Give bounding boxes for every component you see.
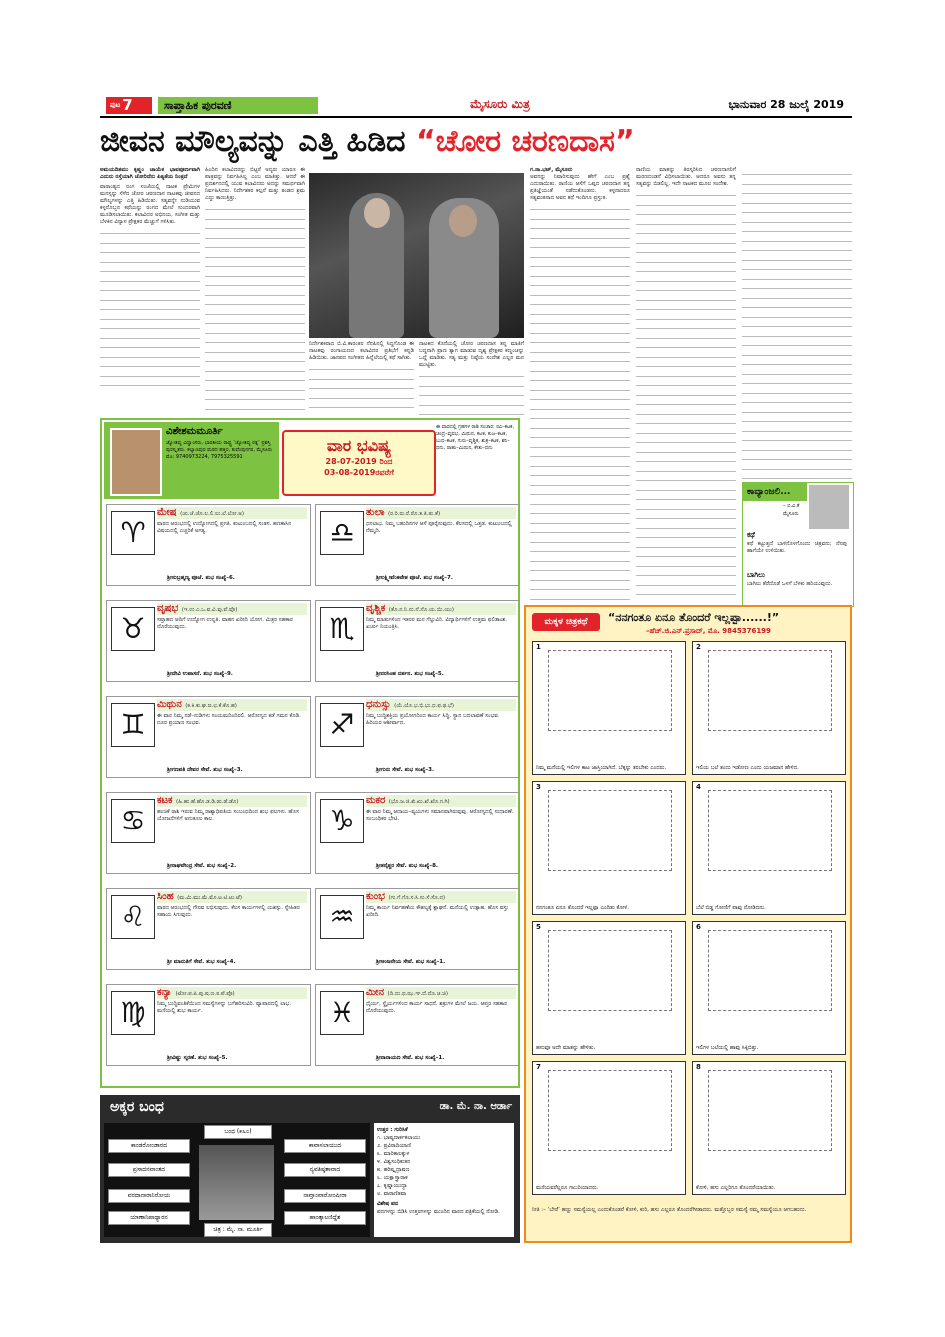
sign-lucky: ಶ್ರೀಸುಬ್ರಹ್ಮಣ್ಯ ಪೂಜೆ. ಶುಭ ಸಂಖ್ಯೆ–6.: [167, 575, 235, 581]
kids-comic: [524, 605, 852, 1243]
puzzle-author: ಡಾ. ಮೆ. ನಾ. ಆರ್ಡಾ: [439, 1101, 512, 1112]
twins-icon: ♊: [111, 703, 155, 747]
comic-panel: [692, 921, 846, 1055]
left-word-1[interactable]: ಕಾಂಡರೋಂಡಾರದ: [108, 1139, 190, 1153]
sign-text: ಹಂಚಿಕೆ ರಾಶಿ ಇರುವ ನಿಮ್ಮ ರಾಶ್ಯಾಧಿಪತಿಯ ಸಂಬಂಧದಿಂದ ಶುಭ ಫಲಗಳು. ಹೊಸ ಯೋಜನೆಗಳಿಗೆ ಅನುಕೂಲ ಕಾಲ.: [157, 809, 299, 822]
panel-caption: ಹಸುವೂ ಅದೇ ಮಾತನ್ನು ಹೇಳಿತು.: [536, 1045, 596, 1051]
sign-text: ಈ ವಾರ ನಿಮ್ಮ ನಡೆ–ನುಡಿಗಳು ಸಂಯಮದಿಂದಿರಲಿ. ಆರೋಗ್ಯದ ಕಡೆ ಗಮನ ಕೊಡಿ. ದೂರ ಪ್ರಯಾಣ ಸಂಭವ.: [157, 713, 301, 726]
sign-lucky: ಶ್ರೀನರಸಿಂಹ ದರ್ಶನ. ಶುಭ ಸಂಖ್ಯೆ–5.: [376, 671, 444, 677]
clue-2: ೨. ಪ್ರವಿರಾದಿಯಾಣಿ: [377, 1143, 412, 1149]
article-column-6: [636, 167, 736, 602]
sign-name: ವೃಷಭ (ಇ.ಉ.ಎ.ಒ.ವ.ವಿ.ವು.ವೆ.ವೊ): [157, 603, 307, 615]
panel-drawing: [708, 790, 832, 871]
panel-number: 5: [536, 923, 541, 931]
article-column-1: [100, 167, 200, 415]
play-photo: [309, 173, 524, 338]
right-word-3[interactable]: ನಾವ್ತಾಂವಾರೋಂಷೀರಾ: [284, 1189, 366, 1203]
article-column-7: [742, 167, 852, 479]
panel-number: 6: [696, 923, 701, 931]
zodiac-sign: [315, 504, 520, 586]
comic-panel: [532, 921, 686, 1055]
poem2-text: ಬಾಗಿಲು ತೆರೆದೊಡೆ ಒಳಗೆ ಬೆಳಕು ಹರಿಯುವುದು.: [747, 581, 833, 587]
actor-face: [449, 205, 477, 237]
zodiac-sign: [106, 600, 311, 682]
sign-text: ಧೈರ್ಯ, ಸ್ಥೈರ್ಯಗಳಿಂದ ಕಾರ್ಯ ಸಾಧನೆ. ಶತ್ರುಗಳ ಮೇಲೆ ಜಯ. ಆಪ್ತರ ಸಹಕಾರ ದೊರೆಯುವುದು.: [366, 1001, 508, 1014]
clue-3: ೩. ಮಾರಿಕಾಲಕ್ಕುಳ: [377, 1151, 410, 1157]
clue-8: ೮. ವಾರಾಣಿತವಾ: [377, 1191, 407, 1197]
article-column-2: [205, 167, 305, 415]
comic-panel: [532, 781, 686, 915]
article-column-3: [309, 341, 414, 415]
sign-text: ನಿಮ್ಮ ಕಾರ್ಯ ನಿರ್ವಹಣೆಯ ಕೌಶಲ್ಯಕ್ಕೆ ಶ್ಲಾಘನೆ. ಮನೆಯಲ್ಲಿ ಉತ್ಸಾಹ. ಹೊಸ ವಸ್ತು ಖರೀದಿ.: [366, 905, 509, 918]
zodiac-sign: [315, 984, 520, 1066]
right-word-2[interactable]: ನ್ಯವತಿಷ್ಠತಾವಾದ: [284, 1163, 366, 1177]
comic-panel: [692, 641, 846, 775]
kavyanjali-title: ಕಾವ್ಯಾಂಜಲಿ...: [743, 483, 807, 501]
comic-moral: ನೀತಿ :– ‘ಬೇರೆ’ ಹಣ್ಣು ಸಮಸ್ಯೆಯಲ್ಲ ಎಂದುಕೊಂಡರೆ ಕೋಳಿ, ಕುರಿ, ಹಸು ಎಲ್ಲರೂ ತೊಂದರೆಗೀಡಾದರು. ಮತ್ತೊಬ್ಬರ ಸಮಸ್ಯೆ ನಮ್ಮ ಸಮಸ್ಯೆಯೂ ಆಗಬಹುದು.: [532, 1207, 807, 1213]
clue-6: ೬. ಯಕ್ಷಾಸ್ತ್ರಾರಾಕ: [377, 1175, 408, 1181]
headline-part1: ಜೀವನ ಮೌಲ್ಯವನ್ನು ಎತ್ತಿ ಹಿಡಿದ: [100, 124, 406, 159]
panel-caption: ನನಗಂತೂ ಏನೂ ತೊಂದರೆ ಇಲ್ಲಪ್ಪಾ ಎಂದಿತು ಕೋಳಿ.: [536, 905, 629, 911]
panel-drawing: [708, 650, 832, 731]
zodiac-sign: [315, 792, 520, 874]
clue-5: ೫. ಹರಿಷ್ಕೃದ್ರಾಷಣ: [377, 1167, 410, 1173]
left-word-2[interactable]: ಪ್ರಸಾದನವಾಂತದ: [108, 1163, 190, 1177]
kavyanjali-box: [742, 482, 854, 607]
issue-date: ಭಾನುವಾರ 28 ಜುಲೈ 2019: [728, 98, 844, 111]
sign-text: ನಿಮ್ಮ ಬುದ್ಧಿವಂತಿಕೆಯಿಂದ ಸಮಸ್ಯೆಗಳನ್ನು ಬಗೆಹರಿಸುವಿರಿ. ವ್ಯಾಪಾರದಲ್ಲಿ ಲಾಭ. ಮನೆಯಲ್ಲಿ ಶುಭ ಕಾರ್ಯ.: [157, 1001, 292, 1014]
panel-drawing: [708, 930, 832, 1011]
astrologer-info: ಜ್ಯೋತಿಷ್ಯ ವಿದ್ವಾಂಸರು, ಭಾರತೀಯ ರಾಷ್ಟ್ರ ‘ಜ್ಯೋತಿಷ್ಯ ರತ್ನ’ ಪ್ರಶಸ್ತಿ ಪುರಸ್ಕೃತರು. ಕಲ್ಯಾಣಪುರ ಮಠದ ಹತ್ತಿರ, ಕುವೆಂಪುನಗರ, ಮೈಸೂರು ಮೊ: 9740973224, 7975325591: [166, 440, 273, 460]
main-headline: [100, 123, 852, 161]
panel-caption: ಕೋಳಿ, ಹಸು ಎಲ್ಲರಿಗೂ ತೊಂದರೆಯಾಯಿತು.: [696, 1185, 776, 1191]
article-text-2: ಹಿಂದಿನ ಕಲಾವಿದರನ್ನು ಬಿಟ್ಟರೆ ಅನ್ಯರು ಯಾರೂ ಈ ಪಾತ್ರವನ್ನು ನಿರ್ವಹಿಸಿಲ್ಲ ಎಂಬ ಮಾತಿತ್ತು. ಆದರೆ ಈ ಪ್ರದರ್ಶನದಲ್ಲಿ ಯುವ ಕಲಾವಿದರು ಅದನ್ನು ಸಮರ್ಥವಾಗಿ ನಿರ್ವಹಿಸಿದರು. ನಿರ್ದೇಶಕರ ಕಲ್ಪನೆ ಮತ್ತು ತಂಡದ ಶ್ರಮ ಎದ್ದು ಕಾಣುತ್ತಿತ್ತು.: [205, 167, 305, 201]
zodiac-sign: [315, 696, 520, 778]
archer-icon: ♐: [320, 703, 364, 747]
article-text-6: ರಾಣಿಯ ಮಾತನ್ನು ತಿರಸ್ಕರಿಸಿದ ಚರಣದಾಸನಿಗೆ ಮರಣದಂಡನೆ ವಿಧಿಸಲಾಯಿತು. ಆದರೂ ಅವನು ತನ್ನ ಸತ್ಯವನ್ನು ಬಿಡಲಿಲ್ಲ. ಇದೇ ನಾಟಕದ ಮೂಲ ಸಂದೇಶ.: [636, 167, 736, 187]
sign-lucky: ಶ್ರೀವಿಷ್ಣು ಸ್ಮರಣೆ. ಶುಭ ಸಂಖ್ಯೆ–5.: [167, 1055, 228, 1061]
crab-icon: ♋: [111, 799, 155, 843]
section-label: ಸಾಪ್ತಾಹಿಕ ಪುರವಣಿ: [158, 97, 318, 114]
zodiac-sign: [106, 696, 311, 778]
sign-text: ವಾರದ ಆರಂಭದಲ್ಲಿ ಉದ್ಯೋಗದಲ್ಲಿ ಪ್ರಗತಿ. ಕುಟುಂಬದಲ್ಲಿ ಸಂತಸ. ಹಣಕಾಸಿನ ವಿಷಯದಲ್ಲಿ ಎಚ್ಚರಿಕೆ ಅಗತ್ಯ.: [157, 521, 292, 534]
sign-lucky: ಶ್ರೀ ಮಾರುತಿಗೆ ಸೇವೆ. ಶುಭ ಸಂಖ್ಯೆ–4.: [167, 959, 236, 965]
poet-byline: – ಬಿ.ವಿ.ಕೆ: [783, 503, 800, 509]
horoscope-from: 28-07-2019 ರಿಂದ: [325, 457, 393, 466]
right-word-1[interactable]: ಕಾವಾಸಲಾಯುದ: [284, 1139, 366, 1153]
panel-number: 7: [536, 1063, 541, 1071]
article-column-4: [419, 341, 524, 415]
sign-name: ಕನ್ಯಾ (ಟೋ.ಪ.ಪಿ.ಪು.ಷ.ಣ.ಠ.ಪೆ.ಪೊ): [157, 987, 307, 999]
poet-place: ಮೈಸೂರು: [783, 511, 799, 517]
sign-name: ತುಲಾ (ರ.ರಿ.ರು.ರೆ.ರೊ.ತ.ತಿ.ತು.ತೆ): [366, 507, 516, 519]
zodiac-sign: [106, 888, 311, 970]
poem1-title: ಕಥೆ: [747, 531, 755, 539]
sign-text: ನಿಮ್ಮ ಬುದ್ಧಿಶಕ್ತಿಯ ಪ್ರಯೋಗದಿಂದ ಕಾರ್ಯ ಸಿದ್ಧಿ. ಸ್ಥಾನ ಬದಲಾವಣೆ ಸಂಭವ. ಹಿರಿಯರ ಆಶೀರ್ವಾದ.: [366, 713, 500, 726]
water-bearer-icon: ♒: [320, 895, 364, 939]
clue-4: ೪. ವಿಶ್ವಸಂಧಿಕುತನ: [377, 1159, 411, 1165]
crocodile-icon: ♑: [320, 799, 364, 843]
sign-text: ವಾರದ ಆರಂಭದಲ್ಲಿ ಗೌರವ ಲಭಿಸುವುದು. ಕೆಲಸ ಕಾರ್ಯಗಳಲ್ಲಿ ಯಶಸ್ಸು. ಸ್ನೇಹಿತರ ಸಹಾಯ ಸಿಗುವುದು.: [157, 905, 300, 918]
panel-number: 2: [696, 643, 701, 651]
panel-drawing: [548, 930, 672, 1011]
panel-caption: ಇಲಿಗಳ ಬಲೆಯಲ್ಲಿ ಹಾವು ಸಿಕ್ಕಿಬಿತ್ತು.: [696, 1045, 759, 1051]
astrologer-photo: [110, 428, 162, 496]
comic-panel: [532, 641, 686, 775]
header-rule: [100, 116, 852, 118]
planet-positions: ಈ ವಾರದಲ್ಲಿ ಗ್ರಹಗಳ ರಾಶಿ ಸಂಚಾರ: ರವಿ–ಕಟಕ, ಚಂದ್ರ–ವೃಷಭ, ಮಿಥುನ, ಕಟಕ, ಕುಜ–ಕಟಕ, ಬುಧ–ಕಟಕ, ಗುರು–ವೃಶ್ಚಿಕ, ಶುಕ್ರ–ಕಟಕ, ಶನಿ–ಧನು, ರಾಹು–ಮಿಥುನ, ಕೇತು–ಧನು: [436, 424, 514, 451]
horoscope-section: [100, 418, 520, 1088]
sign-name: ಕುಂಭ (ಗು.ಗೆ.ಗೊ.ಸ.ಸಿ.ಸು.ಸೆ.ಸೊ.ದ): [366, 891, 516, 903]
article-byline: ಗ.ನಾ.ಭಟ್, ಮೈಸೂರು: [530, 167, 573, 173]
puzzle-footer: ಚಿತ್ರ : ಮೈ. ನಾ. ಮೂರ್ತಿ: [204, 1223, 272, 1237]
sign-lucky: ಶ್ರೀರಾಘವೇಂದ್ರ ಸೇವೆ. ಶುಭ ಸಂಖ್ಯೆ–2.: [167, 863, 237, 869]
zodiac-sign: [106, 504, 311, 586]
sign-name: ಮೀನ (ದಿ.ದು.ಥ.ಝ.ಞ.ದೆ.ದೊ.ಚ.ಚಿ): [366, 987, 516, 999]
page-number-badge: $^{ಪುಟ}$ 7: [106, 97, 152, 114]
right-word-4[interactable]: ಹಾಂತ್ಕಾಲಣಿದ್ದೆಶ: [284, 1211, 366, 1225]
panel-caption: ನಿಮ್ಮ ಮನೆಯಲ್ಲಿ ಇಲಿಗಳ ಕಾಟ ಜಾಸ್ತಿಯಾಗಿದೆ. ಬೆಕ್ಕನ್ನು ತರಬೇಕು ಎಂದರು.: [536, 765, 667, 771]
panel-caption: ಮನೆಯವರೆಲ್ಲರೂ ಗಾಬರಿಯಾದರು.: [536, 1185, 599, 1191]
poem1-text: ಕಥೆ ಕಟ್ಟುತ್ತದೆ ಬಾಳಿನೊಳಗೊಂದು ಚಿತ್ರವನು; ನೆನಪು ಹಾಗೆಯೇ ಉಳಿಯಿತು.: [747, 541, 847, 554]
sign-name: ಮಕರ (ಭೊ.ಜ.ಜಿ.ಖಿ.ಖು.ಖೆ.ಖೊ.ಗ.ಗಿ): [366, 795, 516, 807]
sign-lucky: ಶ್ರೀಗುರು ಸೇವೆ. ಶುಭ ಸಂಖ್ಯೆ–3.: [376, 767, 435, 773]
astrologer-box: [104, 422, 279, 499]
panel-drawing: [708, 1070, 832, 1151]
sign-name: ಮೇಷ (ಚು.ಚೆ.ಚೊ.ಲ.ಲಿ.ಲು.ಲೆ.ಲೋ.ಅ): [157, 507, 307, 519]
puzzle-title: ಅಕ್ಕರ ಬಂಧ: [110, 1099, 164, 1115]
lion-icon: ♌: [111, 895, 155, 939]
left-word-4[interactable]: ಯಾಣಾನಿಪಾಥ್ಯಾರನ: [108, 1211, 190, 1225]
panel-number: 1: [536, 643, 541, 651]
bull-icon: ♉: [111, 607, 155, 651]
sign-text: ಸಪ್ತಾಹದ ಆದಿಗೆ ಉದ್ಯೋಗ ಉನ್ನತಿ. ವಾಹನ ಖರೀದಿ ಯೋಗ. ಮಿತ್ರರ ಸಹಕಾರ ದೊರೆಯುವುದು.: [157, 617, 293, 630]
puzzle-clues: [374, 1123, 514, 1237]
article-text-1: ವಾರಾಂತ್ಯದ ರಂಗ ಸಂಜೆಯಲ್ಲಿ ನಾಟಕ ಪ್ರೇಮಿಗಳ ಮನಸ್ಸನ್ನು ಸೆಳೆದ ಚೋರ ಚರಣದಾಸ ನಾಟಕವು ಜೀವನದ ಮೌಲ್ಯಗಳನ್ನು ಎತ್ತಿ ಹಿಡಿಯಿತು. ಸತ್ಯವನ್ನೇ ನುಡಿಯುವ ಕಳ್ಳನೊಬ್ಬನ ಕಥೆಯನ್ನು ರಂಗದ ಮೇಲೆ ಸುಂದರವಾಗಿ ಮೂಡಿಸಲಾಯಿತು. ಕಲಾವಿದರ ಅಭಿನಯ, ಸಂಗೀತ ಮತ್ತು ಬೆಳಕಿನ ವಿನ್ಯಾಸ ಪ್ರೇಕ್ಷಕರ ಮೆಚ್ಚುಗೆ ಗಳಿಸಿತು.: [100, 184, 200, 225]
zodiac-sign: [106, 984, 311, 1066]
comic-panel: [692, 1061, 846, 1195]
sign-name: ಕಟಕ (ಹಿ.ಹು.ಹೆ.ಹೊ.ಡ.ಡಿ.ಡು.ಡೆ.ಡೊ): [157, 795, 307, 807]
maiden-icon: ♍: [111, 991, 155, 1035]
sign-lucky: ಶ್ರೀಲಕ್ಷ್ಮೀವೆಂಕಟೇಶ ಪೂಜೆ. ಶುಭ ಸಂಖ್ಯೆ–7.: [376, 575, 453, 581]
panel-caption: ಬೆಲೆ ಬಿಡ್ಡ ಗೋಣಿಗೆ ಪಾವು ನೋಡಿದನು.: [696, 905, 766, 911]
sign-lucky: ಶ್ರೀಶನೈಶ್ಚರ ಸೇವೆ. ಶುಭ ಸಂಖ್ಯೆ–8.: [376, 863, 439, 869]
headline-part2: “ಚೋರ ಚರಣದಾಸ”: [415, 124, 635, 159]
masthead: ಮೈಸೂರು ಮಿತ್ರ: [470, 97, 530, 111]
clue-7: ೭. ಕೃಷ್ಣಾಯುದ್ಧಾ: [377, 1183, 408, 1189]
ram-icon: ♈: [111, 511, 155, 555]
puzzle-statue-image: [199, 1145, 274, 1220]
comic-tag: ಮಕ್ಕಳ ಚಿತ್ರಕಥೆ: [532, 613, 600, 631]
zodiac-sign: [315, 600, 520, 682]
clue-1: ೧. ಭಾಷ್ಯದಾರ್ಕಕಲಾಯು: [377, 1135, 421, 1141]
answer-label: ಉತ್ತರ : ಗುರಿಸಿಕೆ: [377, 1127, 408, 1133]
article-text-4: ನಾಟಕದ ಕೊನೆಯಲ್ಲಿ ಚೋರ ಚರಣದಾಸ ತನ್ನ ಮಾತಿಗೆ ಬದ್ಧನಾಗಿ ಪ್ರಾಣ ತ್ಯಾಗ ಮಾಡುವ ದೃಶ್ಯ ಪ್ರೇಕ್ಷಕರ ಕಣ್ಣಂಚನ್ನು ಒದ್ದೆ ಮಾಡಿತು. ಸತ್ಯ ಮತ್ತು ನಿಷ್ಠೆಯ ಸಂದೇಶ ಎಲ್ಲರ ಮನ ಮುಟ್ಟಿತು.: [419, 341, 524, 368]
note-title: ವಿಶೇಷ ಪದ: [377, 1201, 399, 1207]
scorpion-icon: ♏: [320, 607, 364, 651]
comic-title: “ನನಗಂತೂ ಏನೂ ತೊಂದರೆ ಇಲ್ಲಪ್ಪಾ......!”: [608, 611, 780, 624]
article-text-5: ಅವನನ್ನು ನಿವಾರಿಸುವುದು ಹೇಗೆ ಎಂಬ ಪ್ರಶ್ನೆ ಎದುರಾಯಿತು. ರಾಣಿಯ ಆಸೆಗೆ ಒಪ್ಪದ ಚರಣದಾಸ ತನ್ನ ಪ್ರತಿಜ್ಞೆಯಂತೆ ನಡೆದುಕೊಂಡನು. ಕಳ್ಳನಾದರೂ ಸತ್ಯವಂತನಾದ ಅವನ ಕಥೆ ಇಂದಿಗೂ ಪ್ರಸ್ತುತ.: [530, 174, 630, 201]
article-text-3: ನಿರ್ದೇಶಕರಾದ ಬಿ.ವಿ.ಕಾರಂತರ ನೆನಪಿನಲ್ಲಿ ಸಿದ್ಧಗೊಂಡ ಈ ನಾಟಕವು ರಂಗಾಯಣದ ಕಲಾವಿದರ ಪ್ರತಿಭೆಗೆ ಕನ್ನಡಿ ಹಿಡಿಯಿತು. ಜಾನಪದ ಸಂಗೀತದ ಹಿನ್ನೆಲೆಯಲ್ಲಿ ಕಥೆ ಸಾಗಿತು.: [309, 341, 414, 361]
sign-lucky: ಶ್ರೀಗಣಪತಿ ದೇವರ ಸೇವೆ. ಶುಭ ಸಂಖ್ಯೆ–3.: [167, 767, 243, 773]
zodiac-sign: [106, 792, 311, 874]
horoscope-title: ವಾರ ಭವಿಷ್ಯ: [326, 436, 392, 455]
poet-photo: [809, 485, 849, 529]
scales-icon: ♎: [320, 511, 364, 555]
left-word-3[interactable]: ವರದಾನಾರಾನಿರೋಯ: [108, 1189, 190, 1203]
sign-lucky: ಶ್ರೀಆಂಜನೇಯ ಸೇವೆ. ಶುಭ ಸಂಖ್ಯೆ–1.: [376, 959, 446, 965]
sign-text: ಧನಲಾಭ. ನಿಮ್ಮ ಬಹುದಿನಗಳ ಆಸೆ ಪೂರೈಸುವುದು. ಕೆಲಸದಲ್ಲಿ ಒತ್ತಡ. ಕುಟುಂಬದಲ್ಲಿ ನೆಮ್ಮದಿ.: [366, 521, 512, 534]
comic-byline: –ಹೆಚ್.ಜಿ.ಎನ್.ಪ್ರಸಾದ್, ಮೊ. 9845376199: [646, 627, 771, 635]
sign-text: ನಿಮ್ಮ ಮಾತುಗಳಿಂದ ಇತರರ ಮನ ಗೆಲ್ಲುವಿರಿ. ವಿದ್ಯಾರ್ಥಿಗಳಿಗೆ ಉತ್ತಮ ಫಲಿತಾಂಶ. ಖರ್ಚು ನಿಯಂತ್ರಿಸಿ.: [366, 617, 508, 630]
sign-lucky: ಶ್ರೀದೇವಿ ಉಪಾಸನೆ. ಶುಭ ಸಂಖ್ಯೆ–9.: [167, 671, 233, 677]
panel-number: 8: [696, 1063, 701, 1071]
comic-panel: [532, 1061, 686, 1195]
panel-drawing: [548, 650, 672, 731]
sign-lucky: ಶ್ರೀನಾರಾಯಣ ಸೇವೆ. ಶುಭ ಸಂಖ್ಯೆ–1.: [376, 1055, 445, 1061]
panel-number: 4: [696, 783, 701, 791]
puzzle-number: ಬಂಧ (೫೬೦): [204, 1125, 272, 1139]
poem2-title: ಬಾಗಿಲು: [747, 571, 765, 579]
puzzle-note: ಪದಗಳನ್ನು ಬಿಡಿಸಿ ಉತ್ತರಗಳನ್ನು ಮುಂದಿನ ವಾರದ ಪತ್ರಿಕೆಯಲ್ಲಿ ನೋಡಿ.: [377, 1209, 500, 1215]
sign-name: ಸಿಂಹ (ಮ.ಮಿ.ಮು.ಮೆ.ಮೊ.ಟ.ಟಿ.ಟು.ಟೆ): [157, 891, 307, 903]
article-column-5: [530, 167, 630, 602]
astrologer-name: ವಿಶೇಶಮಮೂರ್ತಿ: [166, 426, 223, 437]
sign-text: ಈ ವಾರ ನಿಮ್ಮ ಆದಾಯ–ವ್ಯಯಗಳು ಸಮಾನವಾಗಿರುವುವು. ಆರೋಗ್ಯದಲ್ಲಿ ಸುಧಾರಣೆ. ಸಂಬಂಧಿಕರ ಭೇಟಿ.: [366, 809, 514, 822]
word-puzzle: [100, 1095, 520, 1243]
fish-icon: ♓: [320, 991, 364, 1035]
actress-face: [364, 198, 390, 228]
sign-name: ಧನುಸ್ಸು (ಯೆ.ಯೊ.ಭ.ಭಿ.ಭು.ಧ.ಫ.ಢ.ಭೆ): [366, 699, 516, 711]
zodiac-sign: [315, 888, 520, 970]
horoscope-title-box: [282, 430, 436, 496]
panel-number: 3: [536, 783, 541, 791]
panel-drawing: [548, 1070, 672, 1151]
puzzle-grid: [104, 1123, 370, 1237]
article-intro: ಅಮಯದಿತಮು ಕೃಷ್ಣಂ ಚಾಯೆಕ ಭಾವಪೂರ್ಣವಾಗಿ ಎದುರು ರಸ್ತೆಯಾಗಿ ಚೋರಿದೆನು ಪಿತ್ಯತೆಯ ನಿಂತ್ರದೆ: [100, 167, 200, 180]
newspaper-page: [100, 95, 852, 1245]
page-header: [100, 95, 852, 115]
panel-drawing: [548, 790, 672, 871]
sign-name: ವೃಶ್ಚಿಕ (ತೊ.ನ.ನಿ.ನು.ನೆ.ನೊ.ಯ.ಯಿ.ಯು): [366, 603, 516, 615]
comic-panel: [692, 781, 846, 915]
sign-name: ಮಿಥುನ (ಕ.ಕಿ.ಕು.ಘ.ಙ.ಛ.ಕೆ.ಕೊ.ಹ): [157, 699, 307, 711]
horoscope-to: 03-08-2019ರವರೆಗೆ: [324, 468, 394, 477]
panel-caption: ಇಲಿಯ ಬಲೆ ತಂದು ಇಡೋಣ ಎಂದು ಯಜಮಾನ ಹೇಳಿದ.: [696, 765, 799, 771]
